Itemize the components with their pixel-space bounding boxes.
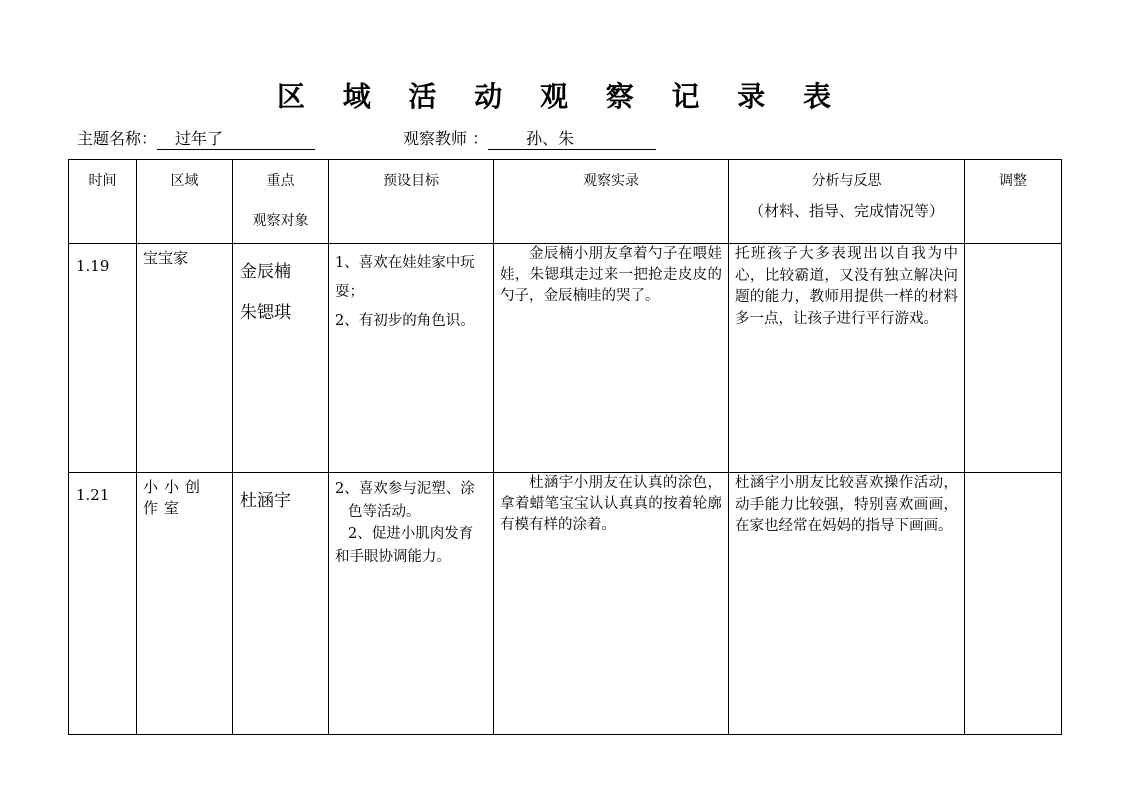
header-focus bbox=[233, 160, 329, 244]
theme-field bbox=[77, 128, 315, 150]
cell-goal bbox=[329, 244, 494, 473]
header-analysis-title: 分析与反思 bbox=[811, 173, 882, 189]
focus-child: 金辰楠 bbox=[240, 262, 291, 282]
goal-line: 2、有初步的角色识。 bbox=[335, 313, 475, 329]
record-text: 杜涵宇小朋友在认真的涂色，拿着蜡笔宝宝认认真真的按着轮廓有模有样的涂着。 bbox=[500, 475, 722, 533]
goal-line: 耍； bbox=[335, 284, 364, 300]
record-text: 金辰楠小朋友拿着勺子在喂娃娃，朱锶琪走过来一把抢走皮皮的勺子，金辰楠哇的哭了。 bbox=[500, 246, 722, 304]
cell-area: 宝宝家 bbox=[137, 244, 233, 473]
header-row bbox=[69, 160, 1062, 244]
goal-line: 2、喜欢参与泥塑、涂 bbox=[335, 481, 475, 497]
teacher-field bbox=[403, 128, 656, 150]
header-record: 观察实录 bbox=[494, 160, 729, 244]
header-analysis-sub: （材料、指导、完成情况等） bbox=[748, 202, 944, 220]
observation-table bbox=[68, 159, 1062, 735]
focus-child: 朱锶琪 bbox=[240, 303, 291, 323]
teacher-value: 孙、朱 bbox=[488, 129, 656, 150]
cell-time: 1.19 bbox=[69, 244, 137, 473]
goal-line: 和手眼协调能力。 bbox=[335, 548, 451, 565]
cell-goal bbox=[329, 473, 494, 735]
header-focus-line1: 重点 bbox=[266, 173, 295, 189]
cell-time: 1.21 bbox=[69, 473, 137, 735]
page-title: 区 域 活 动 观 察 记 录 表 bbox=[277, 80, 845, 113]
theme-label: 主题名称： bbox=[77, 129, 158, 148]
cell-analysis: 杜涵宇小朋友比较喜欢操作活动，动手能力比较强，特别喜欢画画，在家也经常在妈妈的指导下画画。 bbox=[729, 473, 965, 735]
goal-line: 色等活动。 bbox=[348, 503, 421, 520]
cell-adjust bbox=[965, 473, 1062, 735]
teacher-label: 观察教师 ： bbox=[403, 129, 489, 148]
cell-focus bbox=[233, 244, 329, 473]
header-goal: 预设目标 bbox=[329, 160, 494, 244]
cell-analysis: 托班孩子大多表现出以自我为中心，比较霸道，又没有独立解决问题的能力，教师用提供一样的材料多一点，让孩子进行平行游戏。 bbox=[729, 244, 965, 473]
cell-area: 小小创作室 bbox=[137, 473, 233, 735]
table-row bbox=[69, 473, 1062, 735]
goal-line: 2、促进小肌肉发育 bbox=[348, 526, 474, 542]
table-row bbox=[69, 244, 1062, 473]
header-focus-line2: 观察对象 bbox=[252, 213, 309, 229]
cell-adjust bbox=[965, 244, 1062, 473]
cell-record bbox=[494, 244, 729, 473]
focus-child: 杜涵宇 bbox=[240, 491, 291, 511]
cell-record bbox=[494, 473, 729, 735]
header-area: 区域 bbox=[137, 160, 233, 244]
header-adjust: 调整 bbox=[965, 160, 1062, 244]
header-time: 时间 bbox=[69, 160, 137, 244]
cell-focus bbox=[233, 473, 329, 735]
goal-line: 1、喜欢在娃娃家中玩 bbox=[335, 255, 475, 271]
theme-value: 过年了 bbox=[157, 129, 315, 150]
header-analysis bbox=[729, 160, 965, 244]
